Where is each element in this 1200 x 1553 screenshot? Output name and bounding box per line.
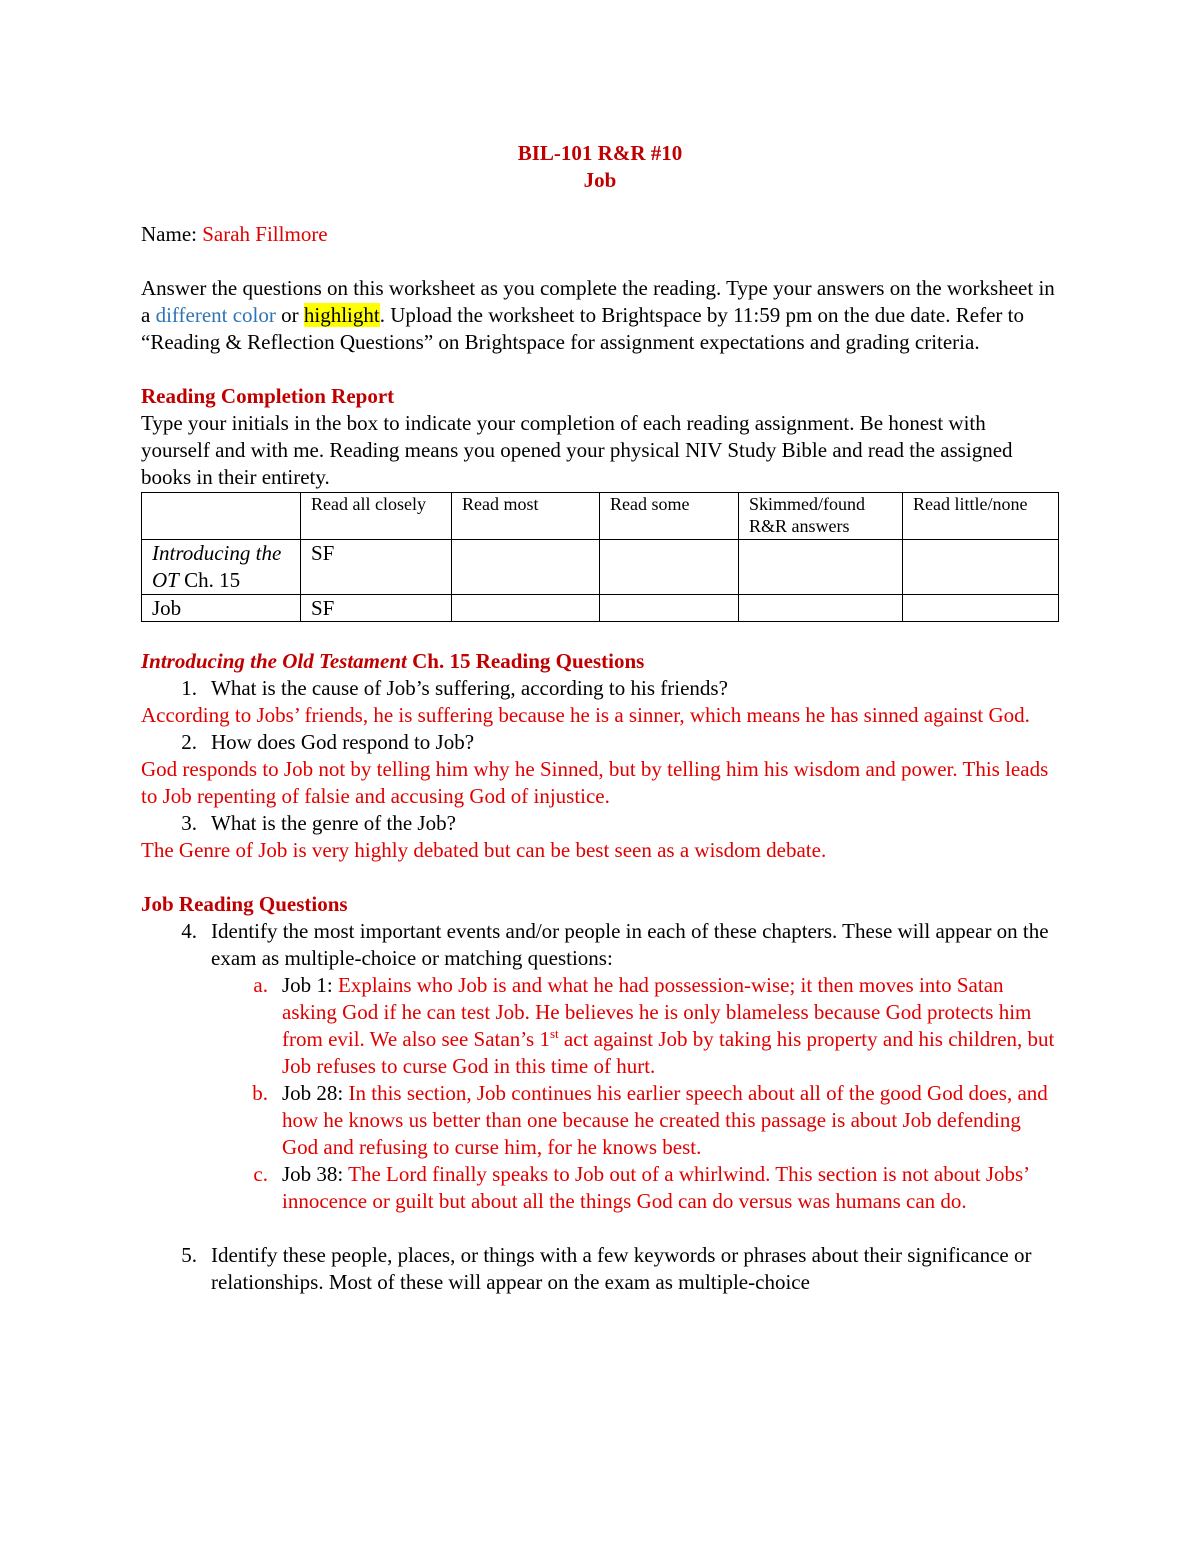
intro-question-3: [141, 810, 1059, 864]
doc-title: [141, 140, 1059, 194]
different-color-text: different color: [155, 303, 276, 327]
answer-text: According to Jobs’ friends, he is suffering because he is a sinner, which means he has sinned against God.: [141, 703, 1030, 727]
title-course: BIL-101 R&R #10: [517, 141, 683, 165]
row-label-introducing: [142, 540, 301, 595]
cell-empty[interactable]: [600, 595, 739, 622]
answer-part-b: act against Job by taking his property and his children, but Job refuses to curse God in this time of hurt.: [282, 1027, 1055, 1078]
subitem-job-28: [141, 1080, 1059, 1161]
subitem-answer: [282, 973, 1054, 1078]
question-number: 4.: [181, 919, 197, 943]
cell-initials[interactable]: SF: [301, 595, 452, 622]
subitem-label: Job 28:: [282, 1081, 349, 1105]
cell-empty[interactable]: [739, 595, 903, 622]
header-read-little: Read little/none: [903, 493, 1059, 540]
subitem-answer: The Lord finally speaks to Job out of a whirlwind. This section is not about Jobs’ innocence or guilt but about all the things God can do versus was humans can do.: [282, 1162, 1029, 1213]
instructions: [141, 275, 1059, 356]
subitem-letter: c.: [253, 1162, 268, 1186]
name-label: Name:: [141, 222, 203, 246]
subitem-answer: In this section, Job continues his earlier speech about all of the good God does, and how he knows us better than one because he created this passage is about Job defending God and refusing to curse him, for he knows best.: [282, 1081, 1048, 1159]
cell-empty[interactable]: [739, 540, 903, 595]
intro-heading-rest: Ch. 15 Reading Questions: [406, 649, 645, 673]
question-text: What is the genre of the Job?: [211, 811, 456, 835]
header-read-all-closely: Read all closely: [301, 493, 452, 540]
subitem-job-38: [141, 1161, 1059, 1215]
instructions-or: or: [275, 303, 304, 327]
intro-questions-heading: [141, 648, 1059, 675]
instructions-text-2: . Upload the worksheet to Brightspace by 11:59 pm on the due date. Refer to “Reading & Reflection Questions” on Brightspace for assignment expectations and grading criteria.: [141, 303, 1024, 354]
job-questions-heading: Job Reading Questions: [141, 892, 348, 916]
subitem-body: [282, 1080, 1059, 1161]
subitem-label: Job 38:: [282, 1162, 349, 1186]
subitem-label: Job 1:: [282, 973, 339, 997]
header-cell-empty: [142, 493, 301, 540]
name-value: Sarah Fillmore: [202, 222, 328, 246]
answer-text: The Genre of Job is very highly debated but can be best seen as a wisdom debate.: [141, 838, 827, 862]
row-label-job: Job: [142, 595, 301, 622]
subitem-letter: a.: [253, 973, 268, 997]
name-line: [141, 221, 1059, 248]
question-text: What is the cause of Job’s suffering, according to his friends?: [211, 676, 728, 700]
question-text: Identify these people, places, or things with a few keywords or phrases about their significance or relationships. Most of these will appear on the exam as multiple-choice: [211, 1243, 1032, 1294]
subitem-job-1: [141, 972, 1059, 1080]
worksheet-page: [141, 140, 1059, 1296]
cell-empty[interactable]: [600, 540, 739, 595]
table-row: [142, 540, 1059, 595]
cell-empty[interactable]: [903, 595, 1059, 622]
question-number: 2.: [181, 730, 197, 754]
row-label-rest: Ch. 15: [178, 568, 241, 592]
header-read-some: Read some: [600, 493, 739, 540]
question-5: [141, 1242, 1059, 1296]
cell-empty[interactable]: [452, 595, 600, 622]
instructions-text-1: Answer the questions on this worksheet as you complete the reading. Type your answers on the worksheet in a: [141, 276, 1055, 327]
table-header-row: [142, 493, 1059, 540]
reading-completion-table: [141, 492, 1059, 622]
subitem-letter: b.: [252, 1081, 268, 1105]
answer-text: God responds to Job not by telling him why he Sinned, but by telling him his wisdom and power. This leads to Job repenting of falsie and accusing God of injustice.: [141, 757, 1049, 808]
table-row: [142, 595, 1059, 622]
row-label-italic: Introducing the OT: [152, 541, 282, 592]
cell-initials[interactable]: SF: [301, 540, 452, 595]
subitem-body: [282, 972, 1059, 1080]
intro-question-2: [141, 729, 1059, 810]
intro-question-1: [141, 675, 1059, 729]
highlight-text: highlight: [303, 303, 380, 327]
answer-part-a: Explains who Job is and what he had possession-wise; it then moves into Satan asking God if he can test Job. He believes he is only blameless because God protects him from evil. We also see Satan’s 1: [282, 973, 1032, 1051]
reading-report-text: Type your initials in the box to indicate your completion of each reading assignment. Be honest with yourself and with me. Reading means you opened your physical NIV Study Bible and read the assigned books in their entirety.: [141, 411, 1013, 489]
question-text: Identify the most important events and/or people in each of these chapters. These will appear on the exam as multiple-choice or matching questions:: [211, 919, 1049, 970]
header-skimmed: Skimmed/found R&R answers: [739, 493, 903, 540]
question-number: 3.: [181, 811, 197, 835]
reading-report-heading: Reading Completion Report: [141, 384, 395, 408]
title-topic: Job: [583, 168, 617, 192]
question-number: 5.: [181, 1243, 197, 1267]
intro-heading-italic: Introducing the Old Testament: [141, 649, 407, 673]
ordinal-suffix: st: [549, 1026, 559, 1041]
question-number: 1.: [181, 676, 197, 700]
question-text: How does God respond to Job?: [211, 730, 475, 754]
header-read-most: Read most: [452, 493, 600, 540]
subitem-body: [282, 1161, 1059, 1215]
cell-empty[interactable]: [452, 540, 600, 595]
cell-empty[interactable]: [903, 540, 1059, 595]
question-4: [141, 918, 1059, 972]
